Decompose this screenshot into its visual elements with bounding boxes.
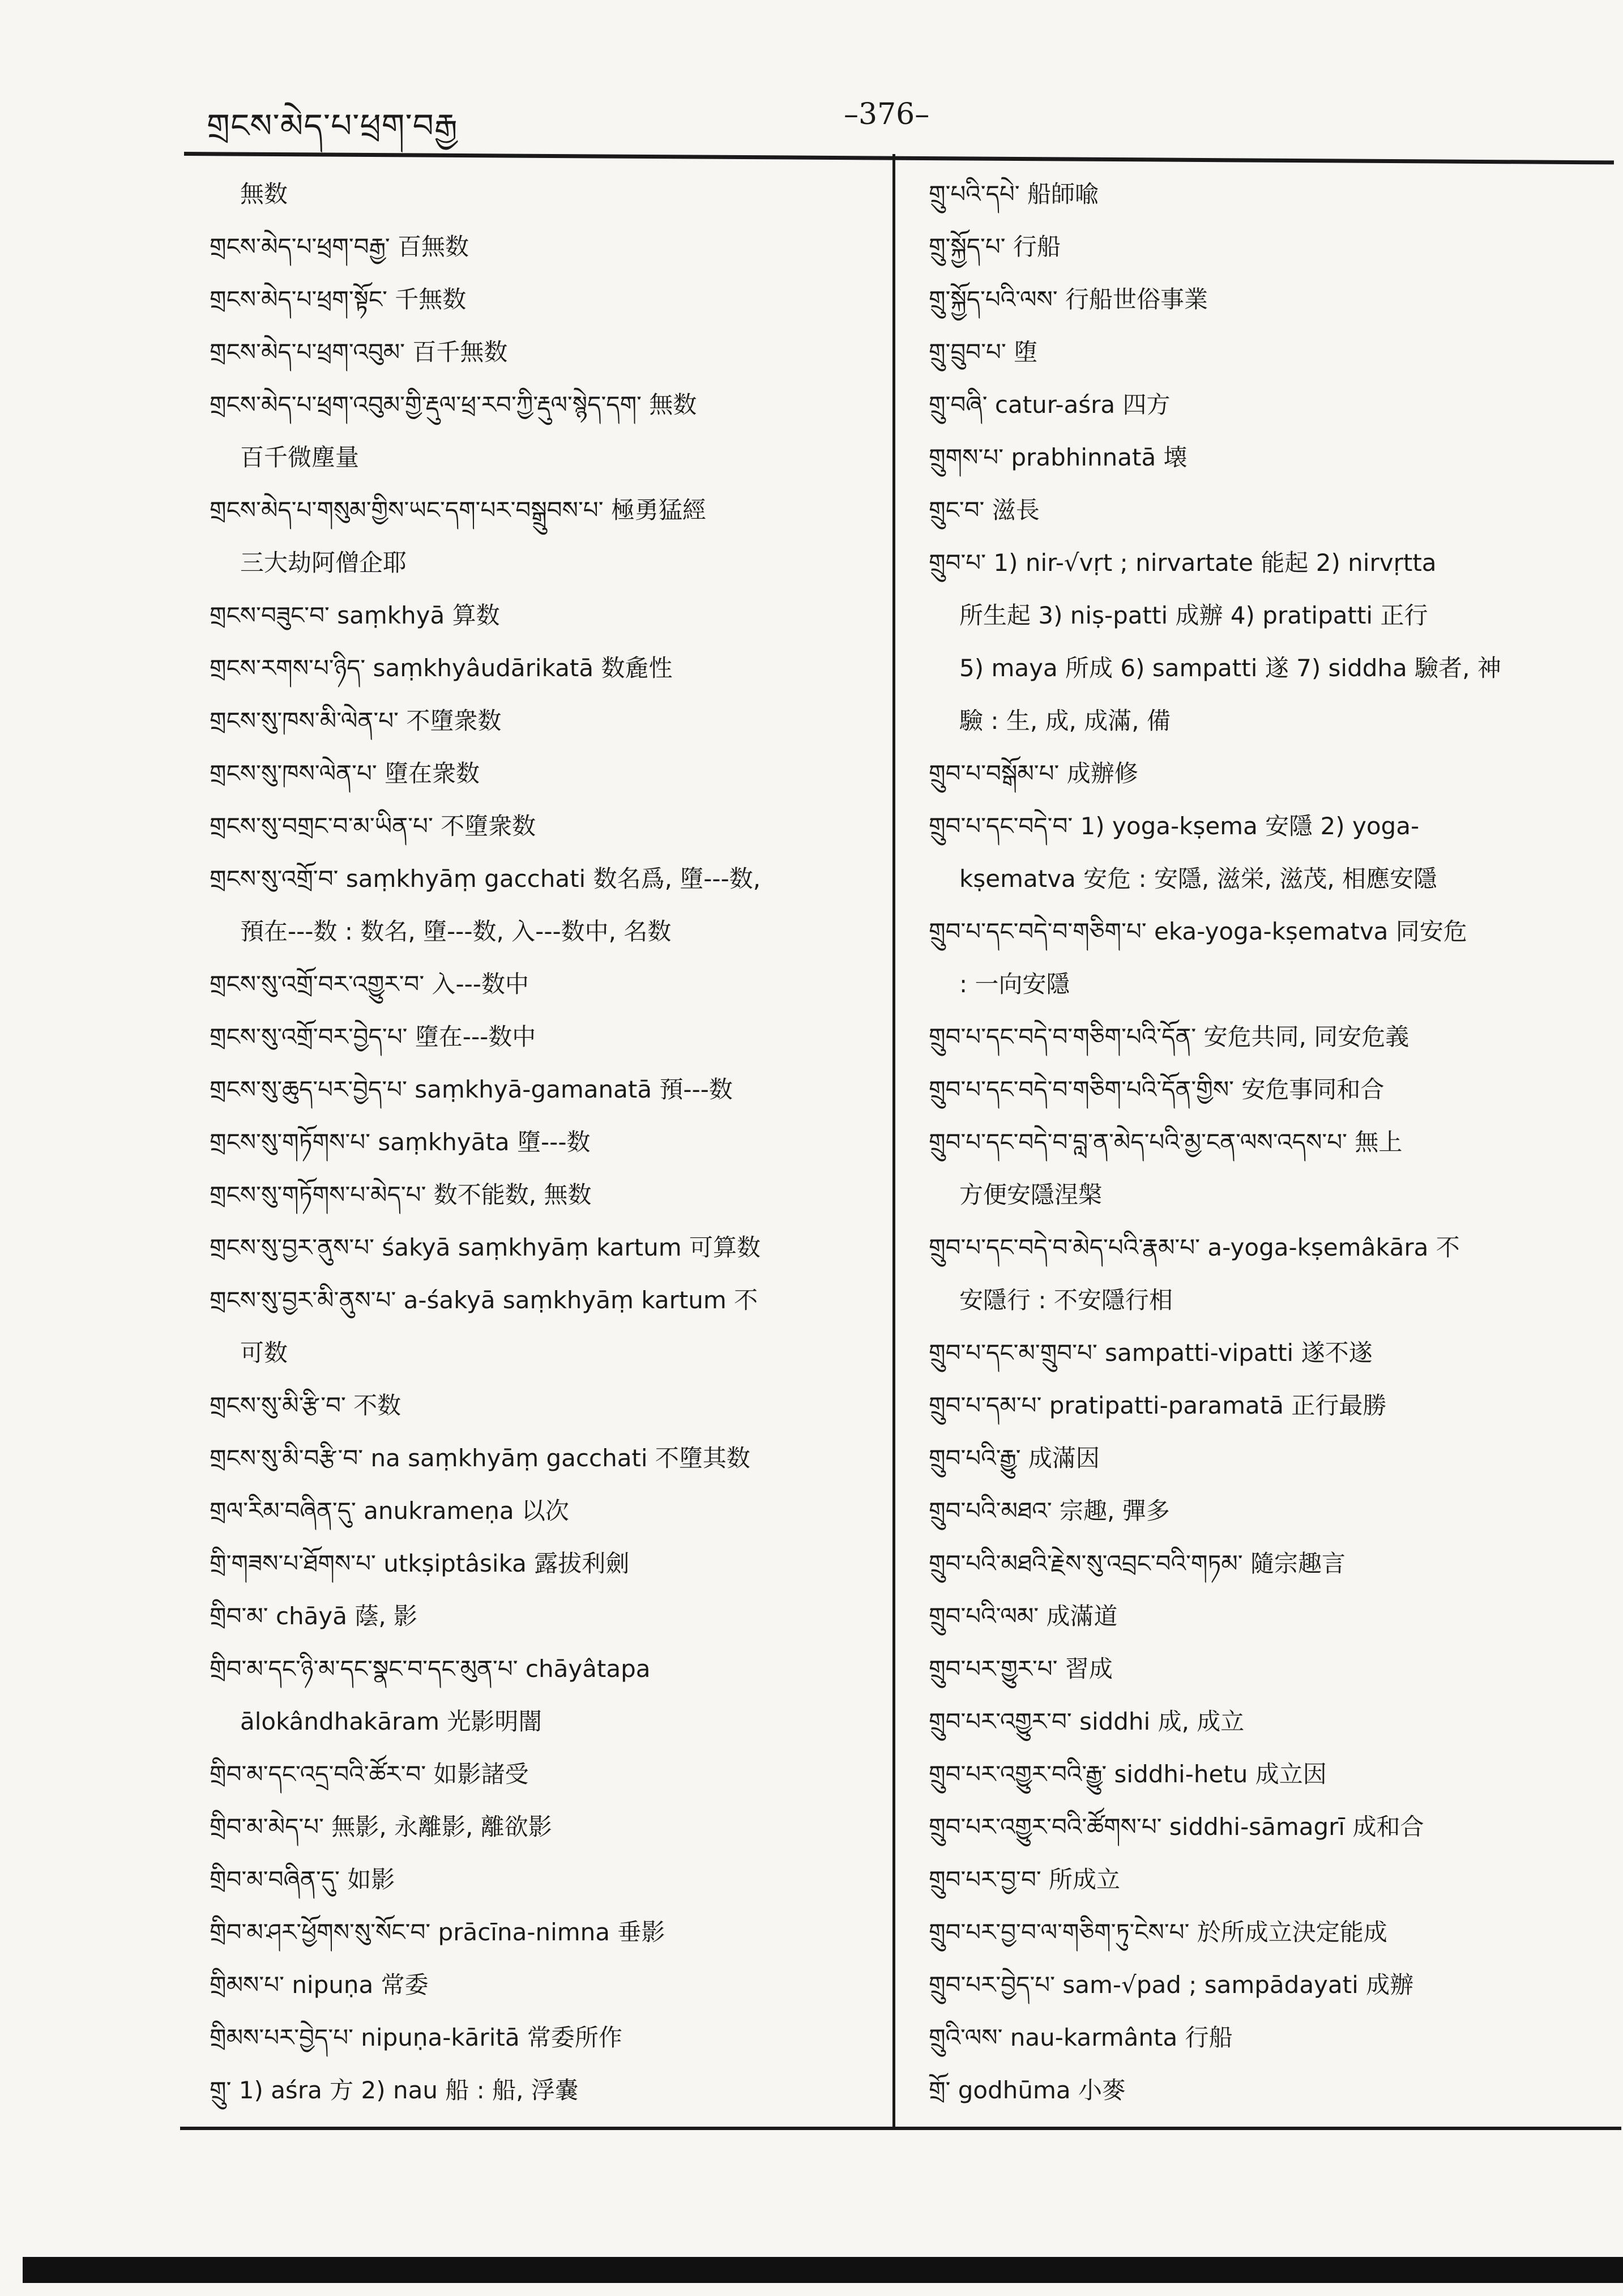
entry-text: གྲངས་སུ་བྱར་ནུས་པ་ śakyā saṃkhyāṃ kartum 可算数 — [210, 1234, 761, 1261]
footer-bar — [23, 2257, 1623, 2283]
dictionary-entry-line — [929, 1010, 1586, 1063]
dictionary-entry-line — [929, 1853, 1586, 1906]
dictionary-entry-line — [210, 589, 866, 642]
entry-text: 所生起 3) niṣ-patti 成辦 4) pratipatti 正行 — [959, 601, 1428, 629]
entry-text: གྲིབ་མ་ཤར་ཕྱོགས་སུ་སོང་བ་ prācīna-nimna 垂影 — [210, 1918, 665, 1946]
entry-text: གྲིབ་མ་ chāyā 蔭, 影 — [210, 1602, 418, 1630]
dictionary-entry-line — [929, 1326, 1586, 1379]
entry-text: གྲུབ་པར་བྱ་བ་ལ་གཅིག་ཏུ་ངེས་པ་ 於所成立決定能成 — [929, 1918, 1387, 1946]
dictionary-entry-line — [929, 694, 1586, 747]
dictionary-entry-line — [210, 1326, 866, 1379]
dictionary-entry-line — [929, 1537, 1586, 1590]
page-number: –376– — [844, 97, 930, 131]
dictionary-entry-line — [210, 1906, 866, 1958]
entry-text: གྲུབ་པའི་རྒྱུ་ 成滿因 — [929, 1444, 1100, 1472]
entry-text: གྲངས་བཟུང་བ་ saṃkhyā 算数 — [210, 601, 500, 629]
dictionary-entry-line — [929, 1379, 1586, 1432]
entry-text: གྲལ་རིམ་བཞིན་དུ་ anukrameṇa 以次 — [210, 1497, 569, 1525]
dictionary-entry-line — [929, 2064, 1586, 2116]
dictionary-entry-line — [210, 220, 866, 273]
entry-text: གྲངས་མེད་པ་ཕྲག་བརྒྱ་ 百無数 — [210, 233, 469, 261]
entry-text: གྲངས་སུ་འགྲོ་བ་ saṃkhyāṃ gacchati 数名爲, 墮---数, — [210, 865, 761, 893]
dictionary-entry-line — [210, 747, 866, 800]
entry-text: གྲུའི་ལས་ nau-karmânta 行船 — [929, 2024, 1233, 2051]
entry-text: གྲུབ་པ་དང་བདེ་བ་གཅིག་པའི་དོན་ 安危共同, 同安危義 — [929, 1023, 1410, 1051]
entry-text: གྲིབ་མ་དང་འདྲ་བའི་ཚོར་བ་ 如影諸受 — [210, 1760, 529, 1788]
entry-text: གྲངས་སུ་གཏོགས་པ་ saṃkhyāta 墮---数 — [210, 1128, 591, 1156]
dictionary-entry-line — [929, 1168, 1586, 1221]
entry-text: གྲུ་སྐྱོད་པའི་ལས་ 行船世俗事業 — [929, 285, 1208, 313]
entry-text: གྲངས་མེད་པ་ཕྲག་འབུམ་གྱི་རྡུལ་ཕྲ་རབ་ཀྱི་རྡུལ་སྙེད་དག་ 無数 — [210, 391, 697, 419]
entry-text: གྲངས་སུ་ཆུད་པར་བྱེད་པ་ saṃkhyā-gamanatā 預---数 — [210, 1076, 733, 1103]
entry-text: གྲུབ་པར་འགྱུར་བའི་ཚོགས་པ་ siddhi-sāmagrī 成和合 — [929, 1813, 1424, 1841]
entry-text: གྲིབ་མ་བཞིན་དུ་ 如影 — [210, 1866, 395, 1893]
entry-text: གྲུབ་པར་བྱ་བ་ 所成立 — [929, 1866, 1121, 1893]
dictionary-entry-line — [929, 1063, 1586, 1116]
dictionary-entry-line — [929, 220, 1586, 273]
dictionary-entry-line — [210, 1221, 866, 1274]
dictionary-entry-line — [210, 958, 866, 1010]
entry-text: གྲུ་སྐྱོད་པ་ 行船 — [929, 233, 1061, 261]
entry-text: གྲངས་སུ་བྱར་མི་ནུས་པ་ a-śakyā saṃkhyāṃ kartum 不 — [210, 1286, 758, 1314]
entry-text: གྲིབ་མ་མེད་པ་ 無影, 永離影, 離欲影 — [210, 1813, 552, 1841]
entry-text: 預在---数 : 数名, 墮---数, 入---数中, 名数 — [240, 917, 672, 945]
dictionary-entry-line — [210, 273, 866, 326]
entry-text: གྲངས་མེད་པ་ཕྲག་འབུམ་ 百千無数 — [210, 338, 508, 366]
entry-text: གྲུབ་པར་འགྱུར་བའི་རྒྱུ་ siddhi-hetu 成立因 — [929, 1760, 1327, 1788]
entry-text: གྲུབ་པའི་ལམ་ 成滿道 — [929, 1602, 1118, 1630]
dictionary-entry-line — [210, 694, 866, 747]
dictionary-entry-line — [210, 1432, 866, 1484]
dictionary-entry-line — [929, 378, 1586, 431]
dictionary-entry-line — [929, 1906, 1586, 1958]
entry-text: གྲངས་སུ་བགྲང་བ་མ་ཡིན་པ་ 不墮衆数 — [210, 812, 536, 840]
entry-text: 方便安隱涅槃 — [959, 1181, 1103, 1209]
dictionary-entry-line — [210, 1642, 866, 1695]
dictionary-entry-line — [210, 2011, 866, 2064]
entry-text: གྲུབ་པ་དང་བདེ་བ་ 1) yoga-kṣema 安隱 2) yoga- — [929, 812, 1420, 840]
entry-text: གྲངས་སུ་འགྲོ་བར་འགྱུར་བ་ 入---数中 — [210, 970, 529, 998]
entry-text: གྲུབ་པ་དང་བདེ་བ་མེད་པའི་རྣམ་པ་ a-yoga-kṣemâkāra 不 — [929, 1234, 1460, 1261]
dictionary-entry-line — [210, 378, 866, 431]
entry-text: གྲུ་ 1) aśra 方 2) nau 船 : 船, 浮嚢 — [210, 2076, 579, 2104]
entry-text: གྲིམས་པ་ nipuṇa 常委 — [210, 1971, 429, 1999]
dictionary-entry-line — [929, 484, 1586, 536]
entry-text: ālokândhakāram 光影明闇 — [240, 1708, 543, 1735]
entry-text: གྲིམས་པར་བྱེད་པ་ nipuṇa-kāritā 常委所作 — [210, 2024, 622, 2051]
dictionary-entry-line — [210, 642, 866, 694]
column-divider — [892, 154, 895, 2129]
dictionary-entry-line — [210, 852, 866, 905]
dictionary-entry-line — [210, 1958, 866, 2011]
entry-text: གྲུབ་པ་དང་བདེ་བ་གཅིག་པ་ eka-yoga-kṣematva 同安危 — [929, 917, 1467, 945]
dictionary-entry-line — [929, 1116, 1586, 1168]
dictionary-entry-line — [929, 1958, 1586, 2011]
dictionary-entry-line — [210, 1537, 866, 1590]
entry-text: གྲོ་ godhūma 小麥 — [929, 2076, 1126, 2104]
dictionary-entry-line — [929, 326, 1586, 378]
dictionary-entry-line — [210, 431, 866, 484]
entry-text: གྲུང་བ་ 滋長 — [929, 496, 1040, 524]
dictionary-entry-line — [210, 484, 866, 536]
dictionary-entry-line — [929, 905, 1586, 958]
dictionary-entry-line — [929, 2011, 1586, 2064]
dictionary-entry-line — [929, 273, 1586, 326]
dictionary-entry-line — [210, 1590, 866, 1642]
dictionary-entry-line — [929, 431, 1586, 484]
entry-text: 三大劫阿僧企耶 — [240, 549, 407, 577]
entry-text: གྲུབ་པ་དམ་པ་ pratipatti-paramatā 正行最勝 — [929, 1392, 1387, 1419]
dictionary-entry-line — [929, 536, 1586, 589]
entry-text: གྲུབ་པའི་མཐའ་ 宗趣, 彈多 — [929, 1497, 1170, 1525]
dictionary-entry-line — [210, 905, 866, 958]
entry-text: གྲུ་པའི་དཔེ་ 船師喩 — [929, 180, 1099, 208]
dictionary-entry-line — [210, 1484, 866, 1537]
dictionary-entry-line — [929, 800, 1586, 852]
dictionary-entry-line — [929, 958, 1586, 1010]
dictionary-entry-line — [210, 1063, 866, 1116]
dictionary-entry-line — [929, 1695, 1586, 1748]
entry-text: གྲུབ་པ་དང་བདེ་བ་གཅིག་པའི་དོན་གྱིས་ 安危事同和合 — [929, 1076, 1385, 1103]
entry-text: གྲངས་སུ་ཁས་མི་ལེན་པ་ 不墮衆数 — [210, 707, 502, 735]
entry-text: གྲངས་སུ་མི་བརྩི་བ་ na saṃkhyāṃ gacchati 不墮其数 — [210, 1444, 750, 1472]
entry-text: གྲུགས་པ་ prabhinnatā 壊 — [929, 443, 1188, 471]
entry-text: 安隱行 : 不安隱行相 — [959, 1286, 1173, 1314]
entry-text: གྲུབ་པ་དང་བདེ་བ་བླ་ན་མེད་པའི་མྱ་ངན་ལས་འདས་པ་ 無上 — [929, 1128, 1403, 1156]
entry-text: གྲུ་བྲུབ་པ་ 堕 — [929, 338, 1038, 366]
dictionary-entry-line — [929, 1221, 1586, 1274]
entry-text: 可数 — [240, 1339, 288, 1367]
entry-text: གྲངས་སུ་མི་རྩི་བ་ 不数 — [210, 1392, 402, 1419]
right-column — [929, 168, 1586, 2116]
entry-text: kṣematva 安危 : 安隱, 滋栄, 滋茂, 相應安隱 — [959, 865, 1438, 893]
dictionary-entry-line — [210, 1748, 866, 1800]
dictionary-entry-line — [929, 1484, 1586, 1537]
entry-text: གྲངས་སུ་ཁས་ལེན་པ་ 墮在衆数 — [210, 759, 480, 787]
entry-text: གྲངས་མེད་པ་ཕྲག་སྟོང་ 千無数 — [210, 285, 467, 313]
dictionary-entry-line — [929, 1432, 1586, 1484]
dictionary-entry-line — [929, 1274, 1586, 1326]
entry-text: གྲི་གཟས་པ་ཐོགས་པ་ utkṣiptâsika 露拔利劍 — [210, 1550, 630, 1577]
dictionary-entry-line — [210, 1168, 866, 1221]
dictionary-entry-line — [929, 168, 1586, 220]
dictionary-entry-line — [929, 747, 1586, 800]
entry-text: 無数 — [240, 180, 288, 208]
entry-text: གྲུབ་པའི་མཐའི་རྗེས་སུ་འབྲང་བའི་གཏམ་ 隨宗趣言 — [929, 1550, 1346, 1577]
dictionary-entry-line — [929, 1642, 1586, 1695]
dictionary-entry-line — [929, 589, 1586, 642]
bottom-rule — [180, 2127, 1621, 2130]
running-title: གྲངས་མེད་པ་ཕྲག་བརྒྱ — [207, 106, 458, 145]
dictionary-entry-line — [210, 536, 866, 589]
entry-text: གྲུབ་པར་འགྱུར་བ་ siddhi 成, 成立 — [929, 1708, 1245, 1735]
entry-text: གྲུབ་པ་དང་མ་གྲུབ་པ་ sampatti-vipatti 遂不遂 — [929, 1339, 1373, 1367]
entry-text: གྲུབ་པ་བསྒོམ་པ་ 成辦修 — [929, 759, 1138, 787]
entry-text: 驗 : 生, 成, 成滿, 備 — [959, 707, 1171, 735]
left-column — [210, 168, 866, 2116]
dictionary-entry-line — [210, 1116, 866, 1168]
dictionary-entry-line — [929, 1748, 1586, 1800]
dictionary-entry-line — [210, 1853, 866, 1906]
entry-text: གྲུབ་པར་བྱེད་པ་ sam-√pad ; sampādayati 成辦 — [929, 1971, 1414, 1999]
dictionary-entry-line — [929, 1800, 1586, 1853]
dictionary-entry-line — [210, 168, 866, 220]
dictionary-entry-line — [210, 1010, 866, 1063]
entry-text: གྲུབ་པ་ 1) nir-√vṛt ; nirvartate 能起 2) nirvṛtta — [929, 549, 1437, 577]
entry-text: གྲངས་སུ་གཏོགས་པ་མེད་པ་ 数不能数, 無数 — [210, 1181, 592, 1209]
entry-text: གྲུ་བཞི་ catur-aśra 四方 — [929, 391, 1171, 419]
dictionary-entry-line — [210, 800, 866, 852]
entry-text: 百千微塵量 — [240, 443, 360, 471]
dictionary-entry-line — [929, 852, 1586, 905]
dictionary-entry-line — [210, 2064, 866, 2116]
dictionary-entry-line — [210, 1379, 866, 1432]
entry-text: གྲུབ་པར་གྱུར་པ་ 習成 — [929, 1655, 1113, 1683]
dictionary-entry-line — [210, 326, 866, 378]
entry-text: གྲངས་སུ་འགྲོ་བར་བྱེད་པ་ 墮在---数中 — [210, 1023, 536, 1051]
dictionary-entry-line — [929, 1590, 1586, 1642]
dictionary-entry-line — [210, 1695, 866, 1748]
entry-text: གྲངས་མེད་པ་གསུམ་གྱིས་ཡང་དག་པར་བསྒྲུབས་པ་ 極勇猛經 — [210, 496, 706, 524]
entry-text: : 一向安隱 — [959, 970, 1070, 998]
dictionary-entry-line — [210, 1274, 866, 1326]
entry-text: གྲངས་རགས་པ་ཉིད་ saṃkhyâudārikatā 数麁性 — [210, 654, 673, 682]
dictionary-entry-line — [929, 642, 1586, 694]
entry-text: གྲིབ་མ་དང་ཉི་མ་དང་སྣང་བ་དང་མུན་པ་ chāyâtapa — [210, 1655, 651, 1683]
entry-text: 5) maya 所成 6) sampatti 遂 7) siddha 驗者, 神 — [959, 654, 1501, 682]
dictionary-entry-line — [210, 1800, 866, 1853]
